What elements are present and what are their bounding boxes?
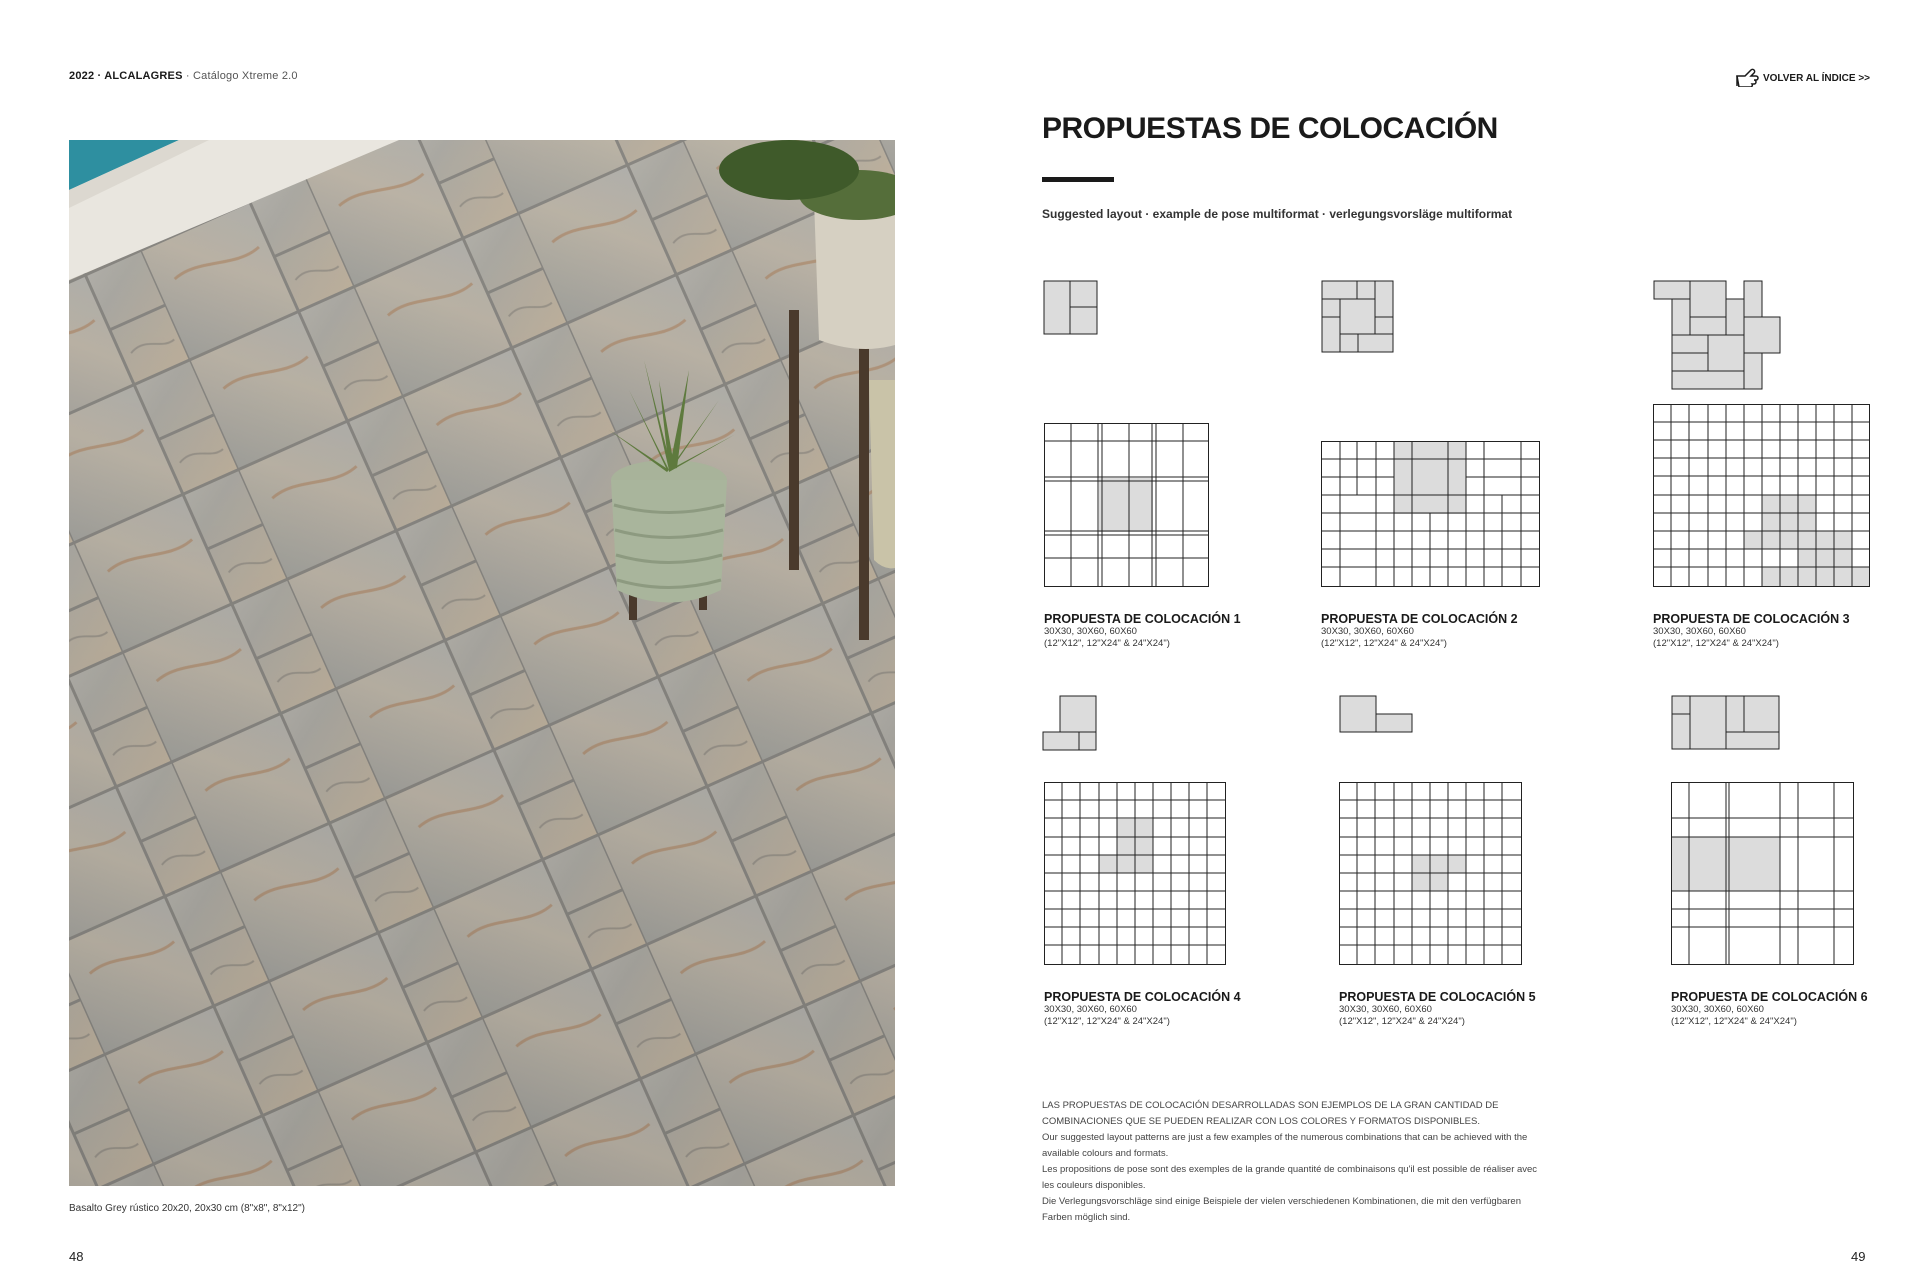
pointing-hand-icon [1735,67,1759,90]
page-subtitle: Suggested layout · example de pose multiformat · verlegungsvorsläge multiformat [1042,207,1513,221]
layout-pattern-4 [1044,782,1227,966]
proposal-name: PROPUESTA DE COLOCACIÓN 2 [1321,612,1518,626]
proposal-sizes-in: (12"X12", 12"X24" & 24"X24") [1653,638,1779,649]
proposal-name: PROPUESTA DE COLOCACIÓN 4 [1044,990,1241,1004]
back-to-index-link[interactable] [1735,67,1870,90]
catalog-header [69,70,298,82]
back-to-index-label: VOLVER AL ÍNDICE >> [1762,73,1870,84]
note-french: Les propositions de pose sont des exemples de la grande quantité de combinaisons qu'il est possible de réaliser avec les couleurs disponibles. [1042,1164,1538,1191]
note-english: Our suggested layout patterns are just a few examples of the numerous combinations that can be achieved with the available colours and formats. [1042,1132,1528,1159]
proposal-sizes-cm: 30X30, 30X60, 60X60 [1671,1004,1764,1015]
proposal-sizes-cm: 30X30, 30X60, 60X60 [1339,1004,1432,1015]
proposal-label-4 [1044,990,1241,1028]
proposal-name: PROPUESTA DE COLOCACIÓN 6 [1671,990,1868,1004]
photo-caption: Basalto Grey rústico 20x20, 20x30 cm (8"x8", 8"x12") [69,1203,305,1214]
page-number-left: 48 [69,1249,84,1264]
proposal-sizes-cm: 30X30, 30X60, 60X60 [1044,1004,1137,1015]
layout-pattern-6 [1671,782,1855,966]
module-diagram-1 [1043,280,1098,336]
module-diagram-5 [1339,695,1414,735]
module-diagram-6 [1671,695,1781,751]
proposal-name: PROPUESTA DE COLOCACIÓN 3 [1653,612,1850,626]
proposal-sizes-in: (12"X12", 12"X24" & 24"X24") [1321,638,1447,649]
proposal-sizes-cm: 30X30, 30X60, 60X60 [1653,626,1746,637]
proposal-sizes-cm: 30X30, 30X60, 60X60 [1044,626,1137,637]
proposal-label-6 [1671,990,1868,1028]
layout-pattern-1 [1044,423,1210,588]
page-title: PROPUESTAS DE COLOCACIÓN [1042,112,1498,145]
catalog-name: · Catálogo Xtreme 2.0 [185,70,298,82]
proposal-sizes-cm: 30X30, 30X60, 60X60 [1321,626,1414,637]
proposal-label-3 [1653,612,1850,650]
proposal-label-2 [1321,612,1518,650]
proposal-label-1 [1044,612,1241,650]
brand-year: 2022 · ALCALAGRES [69,70,183,82]
layout-notes [1042,1098,1542,1226]
proposal-label-5 [1339,990,1536,1028]
proposal-sizes-in: (12"X12", 12"X24" & 24"X24") [1339,1016,1465,1027]
module-diagram-3 [1653,280,1783,392]
layout-pattern-5 [1339,782,1523,966]
title-underline [1042,177,1114,182]
proposal-sizes-in: (12"X12", 12"X24" & 24"X24") [1044,638,1170,649]
proposal-name: PROPUESTA DE COLOCACIÓN 1 [1044,612,1241,626]
layout-pattern-3 [1653,404,1871,588]
module-diagram-4 [1042,695,1098,753]
module-diagram-2 [1321,280,1395,354]
proposal-sizes-in: (12"X12", 12"X24" & 24"X24") [1671,1016,1797,1027]
proposal-name: PROPUESTA DE COLOCACIÓN 5 [1339,990,1536,1004]
layout-pattern-2 [1321,441,1541,588]
note-german: Die Verlegungsvorschläge sind einige Beispiele der vielen verschiedenen Kombinationen, die mit den verfügbaren Farben möglich sind. [1042,1196,1521,1223]
floor-tile-photo [69,140,895,1186]
page-number-right: 49 [1851,1249,1866,1264]
proposal-sizes-in: (12"X12", 12"X24" & 24"X24") [1044,1016,1170,1027]
note-spanish: LAS PROPUESTAS DE COLOCACIÓN DESARROLLADAS SON EJEMPLOS DE LA GRAN CANTIDAD DE COMBINACIONES QUE SE PUEDEN REALIZAR CON LOS COLORES Y FORMATOS DISPONIBLES. [1042,1100,1499,1127]
